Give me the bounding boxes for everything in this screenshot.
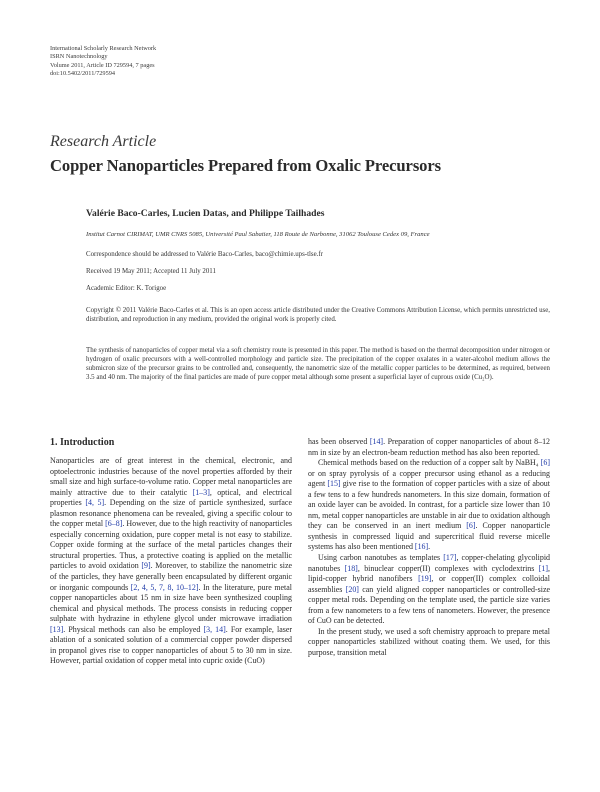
citation-link[interactable]: [17] bbox=[443, 553, 457, 563]
body-paragraph bbox=[50, 456, 292, 667]
journal-volume: Volume 2011, Article ID 729594, 7 pages bbox=[50, 61, 155, 69]
body-text: , lipid-copper hybrid nanofibers bbox=[308, 563, 551, 584]
citation-link[interactable]: [6–8] bbox=[105, 519, 123, 529]
body-text: , optical, and electrical properties bbox=[50, 487, 292, 508]
body-text: . Depending on the size of particle synthesized, surface plasmon resonance phenomena can be revealed, giving a specific colour to the copper metal bbox=[50, 498, 292, 529]
body-text: . However, due to the high reactivity of nanoparticles especially concerning oxidation, pure copper metal is not easy to stabilize. Copper oxide forming at the surface of the metal particles changes their structural properties. Thus, a protective coating is applied on the metallic particles to avoid oxidation bbox=[50, 519, 292, 571]
editor-line: Academic Editor: K. Torigoe bbox=[86, 285, 167, 292]
body-paragraph bbox=[308, 627, 550, 659]
citation-link[interactable]: [13] bbox=[50, 624, 64, 634]
body-text: . bbox=[428, 542, 431, 552]
body-paragraph bbox=[308, 458, 550, 553]
body-text: . Physical methods can also be employed bbox=[63, 624, 204, 634]
article-type: Research Article bbox=[50, 133, 157, 150]
citation-link[interactable]: [6] bbox=[466, 521, 476, 531]
citation-link[interactable]: [15] bbox=[327, 479, 341, 489]
body-column-left bbox=[50, 456, 292, 667]
body-text: . Copper nanoparticle synthesis in compressed liquid and supercritical fluid reverse micelle systems has also been mentioned bbox=[308, 521, 551, 552]
body-text: . Preparation of copper nanoparticles of about 8–12 nm in size by an electron-beam reduction method has also been reported. bbox=[308, 437, 551, 457]
body-text: Nanoparticles are of great interest in the chemical, electronic, and optoelectronic industries because of the novel properties afforded by their small size and high surface-to-volume ratio. Copper metal nanoparticles are mainly attractive due to their catalytic bbox=[50, 456, 292, 497]
citation-link[interactable]: [2, 4, 5, 7, 8, 10–12] bbox=[130, 582, 199, 592]
body-text: can yield aligned copper nanoparticles or controlled-size copper metal rods. Depending on the template used, the particle size varies from a few nanometers to a few tens of nanometers. However, the presence of CuO can be detected. bbox=[308, 584, 551, 626]
citation-link[interactable]: [14] bbox=[369, 437, 384, 446]
citation-link[interactable]: [19] bbox=[418, 574, 432, 584]
body-text: . Moreover, to stabilize the nanometric size of the particles, they have generally been encapsulated by different organic or inorganic compounds bbox=[50, 561, 292, 592]
body-text: Using carbon nanotubes as templates bbox=[318, 553, 444, 563]
article-authors: Valérie Baco-Carles, Lucien Datas, and Philippe Tailhades bbox=[86, 208, 325, 219]
body-text: or on spray pyrolysis of a copper precursor using ethanol as a reducing agent bbox=[308, 468, 550, 489]
correspondence-line: Correspondence should be addressed to Valérie Baco-Carles, baco@chimie.ups-tlse.fr bbox=[86, 251, 323, 258]
citation-link[interactable]: [1] bbox=[538, 563, 549, 573]
body-text: has been observed bbox=[308, 437, 370, 446]
citation-link[interactable]: [18] bbox=[344, 563, 358, 573]
body-text: , or copper(II) complex colloidal assemblies bbox=[308, 574, 550, 594]
abstract: The synthesis of nanoparticles of copper metal via a soft chemistry route is presented in this paper. The method is based on the thermal decomposition under nitrogen or hydrogen of oxalic precursors with a well-controlled morphology and particle size. The precipitation of the copper oxalates in a water-alcohol medium allows the submicron size of the precursor grains to be controlled and, consequently, the nanometric size of the metallic copper particles to be determined, as required, between 3.5 and 40 nm. The majority of the final particles are made of pure copper metal although some present a superficial layer of cuprous oxide (Cu₂O). bbox=[86, 347, 550, 382]
body-paragraph bbox=[308, 553, 550, 627]
body-paragraph bbox=[308, 437, 550, 458]
dates-line: Received 19 May 2011; Accepted 11 July 2011 bbox=[86, 268, 216, 275]
citation-link[interactable]: [9] bbox=[141, 561, 151, 571]
citation-link[interactable]: [3, 14] bbox=[203, 624, 226, 634]
author-affiliation: Institut Carnot CIRIMAT, UMR CNRS 5085, Université Paul Sabatier, 118 Route de Narbonne, 31062 Toulouse Cedex 09, France bbox=[86, 231, 430, 238]
body-text: . In the literature, pure metal copper nanoparticles about 15 nm in size have been synthesized coupling chemical and physical methods. The process consists in reducing copper sulphate with hydrazine in ethylene glycol under microwave irradiation bbox=[50, 582, 292, 624]
section-heading: 1. Introduction bbox=[50, 437, 115, 448]
citation-link[interactable]: [4, 5] bbox=[85, 498, 105, 508]
citation-link[interactable]: [6] bbox=[540, 458, 550, 468]
citation-link[interactable]: [16] bbox=[414, 542, 429, 552]
body-text: . For example, laser ablation of a sonicated solution of a commercial copper powder dispersed in propanol gives rise to copper nanoparticles of about 5 to 30 nm in size. However, partial oxidation of copper metal into cupric oxide (CuO) bbox=[50, 624, 292, 666]
article-title: Copper Nanoparticles Prepared from Oxalic Precursors bbox=[50, 156, 441, 175]
body-column-right bbox=[308, 437, 550, 658]
journal-name: ISRN Nanotechnology bbox=[50, 53, 108, 61]
journal-publisher: International Scholarly Research Network bbox=[50, 45, 157, 52]
citation-link[interactable]: [20] bbox=[345, 584, 359, 594]
citation-link[interactable]: [1–3] bbox=[192, 487, 210, 497]
body-text: , copper-chelating glycolipid nanotubes bbox=[308, 553, 550, 573]
body-text: Chemical methods based on the reduction of a copper salt by NaBH₄ bbox=[318, 458, 541, 468]
body-text: give rise to the formation of copper particles with a size of about a few tens to a few hundreds nanometers. In this size domain, formation of an oxide layer can be avoided. In contrast, for a particle size lower than 10 nm, metal copper nanoparticles are unstable in air due to oxidation although they can be conserved in an inert medium bbox=[308, 479, 550, 531]
copyright-notice: Copyright © 2011 Valérie Baco-Carles et al. This is an open access article distributed under the Creative Commons Attribution License, which permits unrestricted use, distribution, and reproduction in any medium, provided the original work is properly cited. bbox=[86, 307, 550, 324]
journal-doi: doi:10.5402/2011/729594 bbox=[50, 70, 116, 78]
body-text: , binuclear copper(II) complexes with cyclodextrins bbox=[357, 563, 539, 573]
body-text: In the present study, we used a soft chemistry approach to prepare metal copper nanoparticles stabilized without coating them. We used, for this purpose, transition metal bbox=[308, 626, 550, 657]
journal-meta bbox=[50, 45, 156, 79]
